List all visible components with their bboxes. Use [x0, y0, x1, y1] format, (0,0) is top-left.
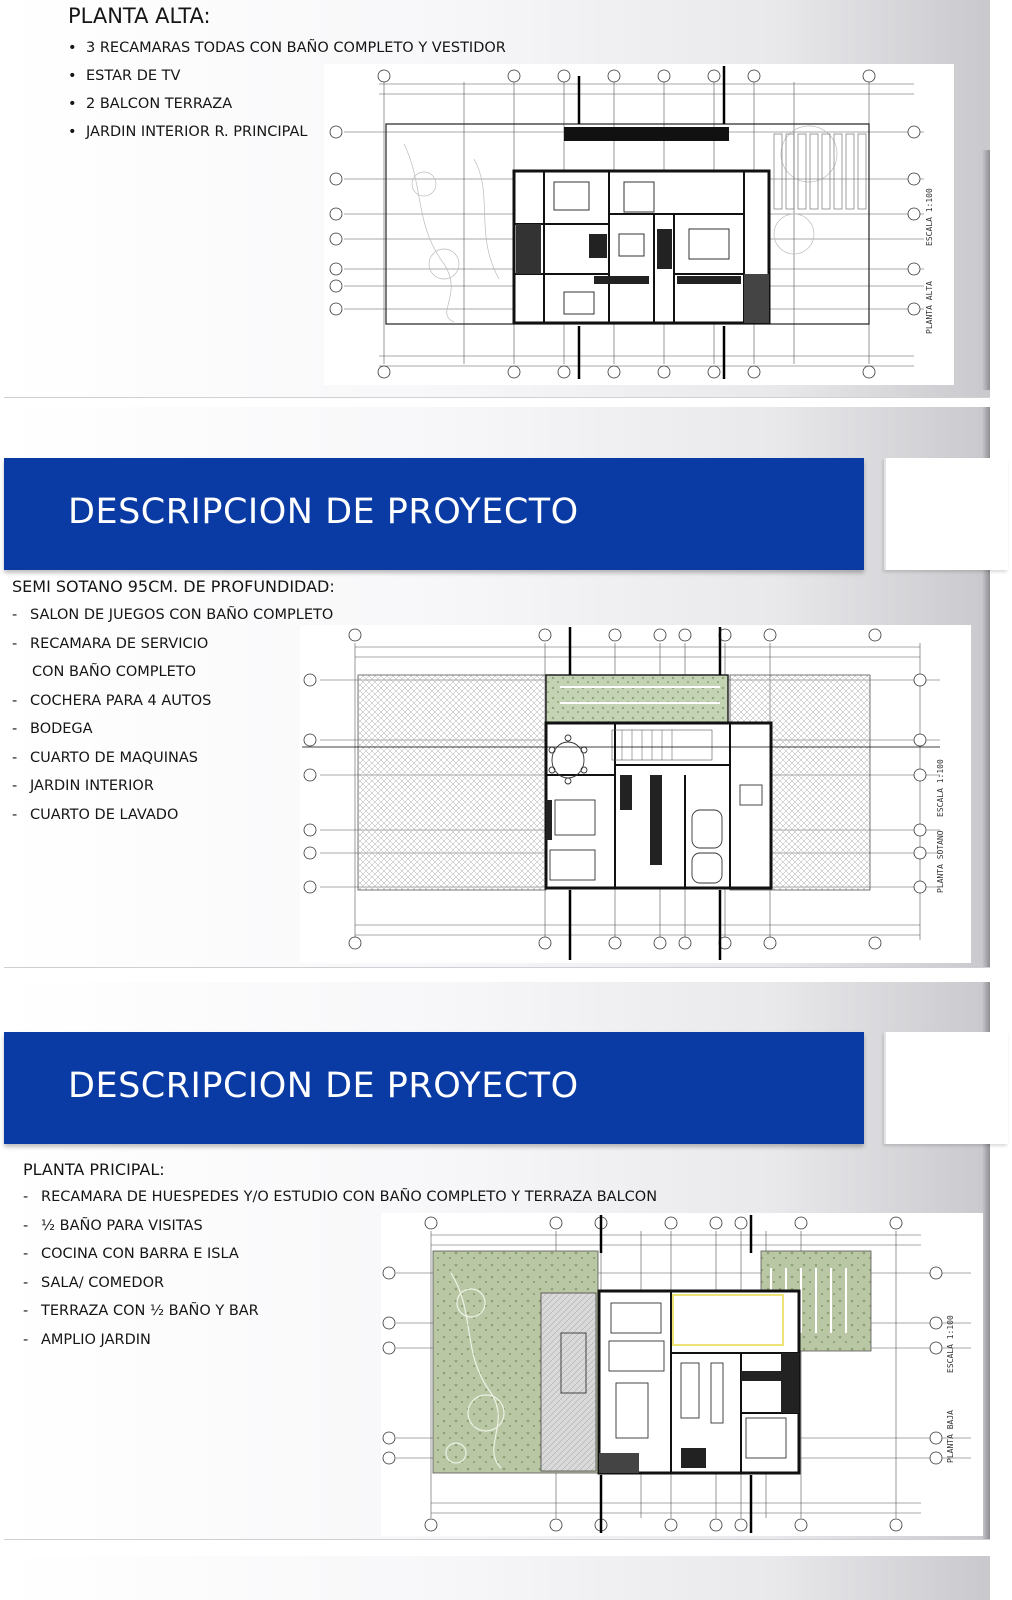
bullet-dash: - [12, 749, 18, 766]
floor-plan-sotano [300, 625, 971, 963]
bullet-dot: • [68, 96, 77, 112]
bullet-dash: - [23, 1189, 29, 1205]
list-item: • ESTAR DE TV [68, 68, 181, 84]
bullet-dash: - [12, 607, 18, 623]
bullet-dash: - [23, 1217, 29, 1234]
list-item: - RECAMARA DE SERVICIO [12, 635, 209, 652]
list-item: • 3 RECAMARAS TODAS CON BAÑO COMPLETO Y VESTIDOR [68, 40, 506, 56]
bullet-dash: - [12, 692, 18, 709]
planta-principal-heading: PLANTA PRICIPAL: [23, 1160, 165, 1179]
list-item: - BODEGA [12, 721, 93, 737]
list-item: - CUARTO DE LAVADO [12, 806, 179, 823]
semi-sotano-heading: SEMI SOTANO 95CM. DE PROFUNDIDAD: [12, 577, 335, 596]
semi-sotano-list [12, 607, 333, 835]
list-item: - JARDIN INTERIOR [12, 778, 154, 794]
list-item: • JARDIN INTERIOR R. PRINCIPAL [68, 124, 308, 140]
list-item: - TERRAZA CON ½ BAÑO Y BAR [23, 1303, 259, 1319]
bullet-dash: - [12, 778, 18, 794]
bullet-dash: - [23, 1246, 29, 1262]
bullet-dash: - [23, 1303, 29, 1319]
slide-edge-shadow [982, 150, 990, 390]
project-banner [4, 1032, 864, 1144]
list-item: CON BAÑO COMPLETO [32, 664, 197, 680]
floor-plan-alta [324, 64, 954, 385]
list-item: - AMPLIO JARDIN [23, 1331, 151, 1348]
plan-title-label: PLANTA BAJA [946, 1410, 955, 1463]
floor-plan-principal [381, 1213, 983, 1536]
list-item: • 2 BALCON TERRAZA [68, 96, 233, 112]
bullet-dot: • [68, 68, 77, 84]
list-item: - COCHERA PARA 4 AUTOS [12, 692, 212, 709]
plan-scale-label: ESCALA 1:100 [936, 759, 945, 817]
plan-title-label: PLANTA SOTANO [936, 830, 945, 893]
slide-next-partial [4, 1556, 990, 1600]
bullet-dot: • [68, 40, 77, 56]
list-item: - ½ BAÑO PARA VISITAS [23, 1217, 203, 1234]
bullet-dash: - [23, 1274, 29, 1291]
list-item: - COCINA CON BARRA E ISLA [23, 1246, 239, 1262]
bullet-dash: - [12, 635, 18, 652]
bullet-dash: - [12, 721, 18, 737]
banner-side-tab [884, 458, 1008, 570]
bullet-dash: - [23, 1331, 29, 1348]
banner-title: DESCRIPCION DE PROYECTO [68, 1066, 579, 1106]
banner-title: DESCRIPCION DE PROYECTO [68, 492, 579, 532]
banner-side-tab [884, 1032, 1008, 1144]
planta-alta-heading: PLANTA ALTA: [68, 4, 211, 28]
list-item: - RECAMARA DE HUESPEDES Y/O ESTUDIO CON BAÑO COMPLETO Y TERRAZA BALCON [23, 1189, 658, 1205]
project-banner [4, 458, 864, 570]
bullet-dash: - [12, 806, 18, 823]
list-item: - SALON DE JUEGOS CON BAÑO COMPLETO [12, 607, 334, 623]
list-item: - CUARTO DE MAQUINAS [12, 749, 198, 766]
plan-scale-label: ESCALA 1:100 [925, 188, 934, 246]
list-item: - SALA/ COMEDOR [23, 1274, 165, 1291]
plan-scale-label: ESCALA 1:100 [946, 1315, 955, 1373]
bullet-dot: • [68, 124, 77, 140]
plan-title-label: PLANTA ALTA [925, 281, 934, 334]
